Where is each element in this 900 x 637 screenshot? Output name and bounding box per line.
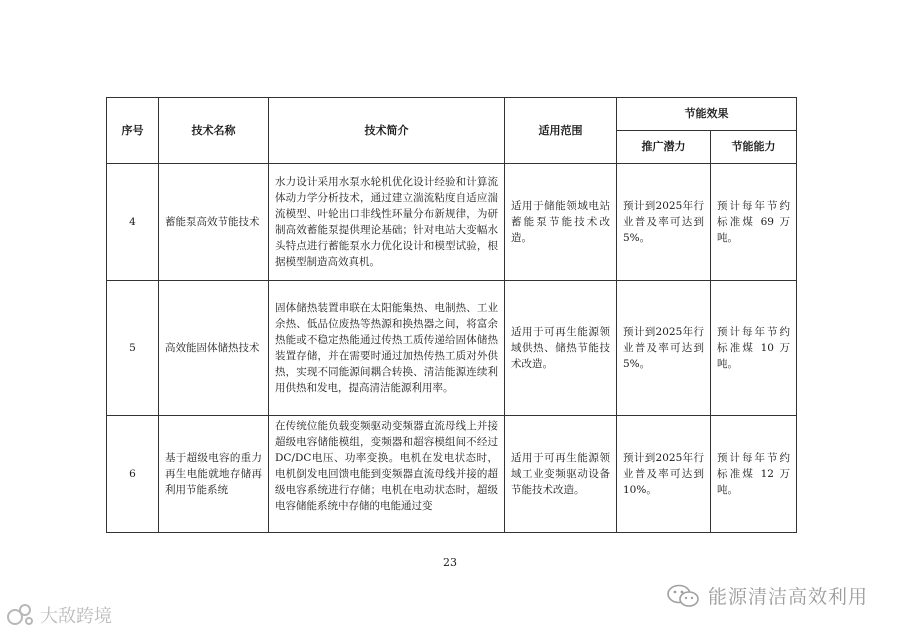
header-name: 技术名称 (159, 98, 269, 164)
watermark-text: 能源清洁高效利用 (707, 586, 868, 608)
row-number: 4 (107, 164, 159, 281)
technology-description: 水力设计采用水泵水轮机优化设计经验和计算流体动力学分析技术，通过建立湍流粘度自适应湍流模型、叶轮出口非线性环量分布新规律，为研制高效蓄能泵提供理论基础；针对电站大变幅水头特点进行蓄能泵水力优化设计和模型试验，根据模型制造高效真机。 (269, 164, 505, 281)
technology-description-cell (269, 416, 505, 533)
promotion-potential: 预计到2025年行业普及率可达到5%。 (617, 281, 711, 416)
technology-description: 在传统位能负载变频驱动变频器直流母线上并接超级电容储能模组，变频器和超容模组间不经过DC/DC电压、功率变换。电机在发电状态时，电机倒发电回馈电能到变频器直流母线并接的超级电容系统进行存储；电机在电动状态时，超级电容储能系统中存储的电能通过变 (275, 420, 498, 512)
promotion-potential: 预计到2025年行业普及率可达到5%。 (617, 164, 711, 281)
header-scope: 适用范围 (505, 98, 617, 164)
table-row (107, 281, 797, 416)
energy-saving-capacity: 预计每年节约标准煤 10 万吨。 (711, 281, 797, 416)
application-scope: 适用于储能领域电站蓄能泵节能技术改造。 (505, 164, 617, 281)
watermark-left (6, 602, 112, 628)
application-scope: 适用于可再生能源领域供热、储热节能技术改造。 (505, 281, 617, 416)
row-number: 5 (107, 281, 159, 416)
technology-name: 蓄能泵高效节能技术 (159, 164, 269, 281)
channel-logo-icon (6, 602, 34, 628)
watermark-text: 大敌跨境 (40, 606, 112, 627)
header-desc: 技术简介 (269, 98, 505, 164)
table-row (107, 416, 797, 533)
technology-name: 基于超级电容的重力再生电能就地存储再利用节能系统 (159, 416, 269, 533)
row-number: 6 (107, 416, 159, 533)
header-effect: 节能效果 (617, 98, 797, 131)
promotion-potential: 预计到2025年行业普及率可达到10%。 (617, 416, 711, 533)
header-potential: 推广潜力 (617, 131, 711, 164)
page-number: 23 (443, 556, 457, 569)
wechat-icon (666, 584, 700, 608)
application-scope: 适用于可再生能源领域工业变频驱动设备节能技术改造。 (505, 416, 617, 533)
watermark-right (666, 582, 868, 609)
table-row (107, 164, 797, 281)
technology-table (106, 97, 797, 533)
energy-saving-capacity: 预计每年节约标准煤 69 万吨。 (711, 164, 797, 281)
energy-saving-capacity: 预计每年节约标准煤 12 万吨。 (711, 416, 797, 533)
header-no: 序号 (107, 98, 159, 164)
header-capacity: 节能能力 (711, 131, 797, 164)
technology-name: 高效能固体储热技术 (159, 281, 269, 416)
technology-description: 固体储热装置串联在太阳能集热、电制热、工业余热、低品位废热等热源和换热器之间，将富余热能或不稳定热能通过传热工质传递给固体储热装置存储，并在需要时通过加热传热工质对外供热，实现不同能源间耦合转换、清洁能源连续利用供热和发电，提高清洁能源利用率。 (269, 281, 505, 416)
